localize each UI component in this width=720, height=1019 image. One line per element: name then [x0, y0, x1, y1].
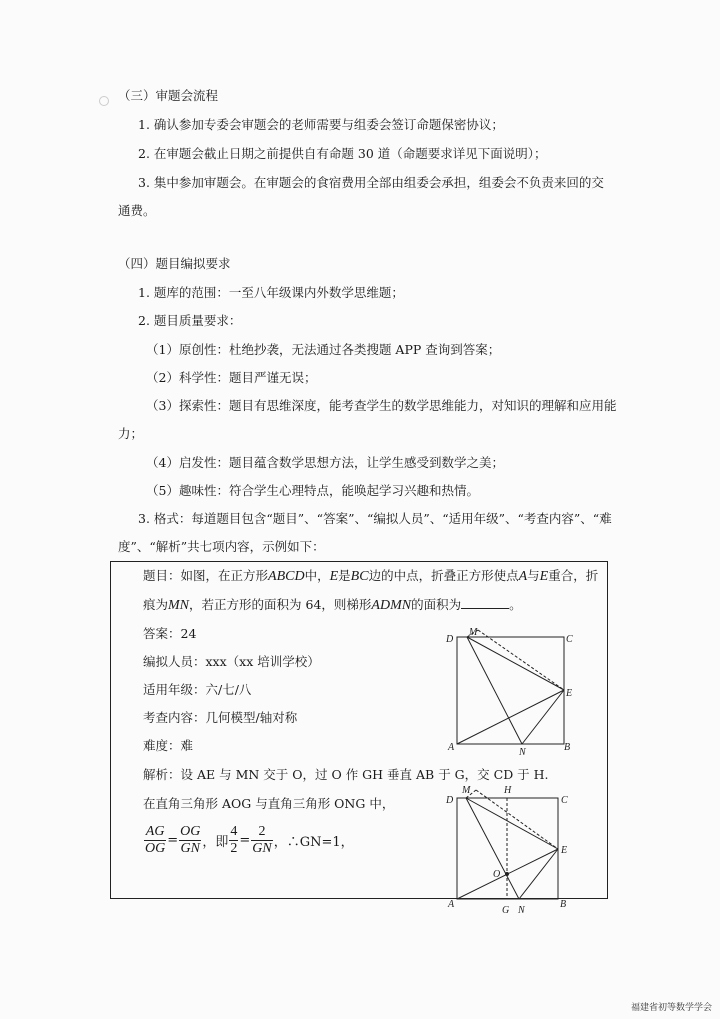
label-d: D: [446, 634, 454, 645]
label-o-2: O: [493, 869, 501, 880]
figure-analysis-square: [440, 780, 580, 920]
triangles-line: 在直角三角形 AOG 与直角三角形 ONG 中，: [143, 796, 395, 811]
label-c: C: [566, 634, 573, 645]
grade-line: 适用年级：六/七/八: [143, 682, 252, 697]
author-line: 编拟人员：xxx（xx 培训学校）: [143, 654, 320, 669]
difficulty-line: 难度：难: [143, 738, 194, 753]
section3-item3: 3. 集中参加审题会。在审题会的食宿费用全部由组委会承担，组委会不负责来回的交: [138, 175, 604, 190]
fraction-4-2: $\frac{4}{2}$: [230, 824, 238, 856]
scan-mark: [99, 96, 109, 106]
answer-blank: [461, 596, 509, 609]
content-line: 考查内容：几何模型/轴对称: [143, 710, 298, 725]
label-g-2: G: [502, 905, 510, 916]
section3-heading: （三）审题会流程: [118, 88, 219, 103]
fold-mn: [467, 637, 522, 744]
label-m-2: M: [462, 785, 471, 796]
section3-item2: 2. 在审题会截止日期之前提供自有命题 30 道（命题要求详见下面说明）；: [138, 146, 547, 161]
label-b-2: B: [560, 899, 567, 910]
label-m: M: [469, 627, 478, 638]
fraction-ag-og: $\frac{AG}{OG}$: [145, 824, 166, 856]
square-abcd: [457, 637, 564, 744]
section4-item3-cont: 度”、“解析”共七项内容，示例如下：: [118, 539, 325, 554]
quality-inspiring: （4）启发性：题目蕴含数学思想方法，让学生感受到数学之美；: [146, 455, 504, 470]
segment-ne-2: [519, 849, 558, 899]
segment-ae: [457, 690, 564, 744]
quality-interesting: （5）趣味性：符合学生心理特点，能唤起学习兴趣和热情。: [146, 483, 479, 498]
section4-heading: （四）题目编拟要求: [118, 256, 231, 271]
question-line2: 痕为MN，若正方形的面积为 64，则梯形ADMN的面积为 。: [143, 597, 522, 613]
fraction-2-gn: $\frac{2}{GN}$: [252, 824, 272, 856]
label-d-2: D: [446, 795, 454, 806]
point-o: [505, 872, 509, 876]
label-e-2: E: [561, 845, 568, 856]
section3-item3-cont: 通费。: [118, 203, 156, 218]
footer-organization: 福建省初等数学学会: [630, 1003, 712, 1013]
question-line1: 题目：如图，在正方形ABCD中，E是BC边的中点，折叠正方形使点A与E重合，折: [143, 568, 599, 584]
answer-line: 答案：24: [143, 626, 197, 641]
label-a-2: A: [448, 899, 455, 910]
label-e: E: [566, 688, 573, 699]
ratio-equation: $\frac{AG}{OG}$ = $\frac{OG}{GN}$ ，即 $\frac{4}{2}$ = $\frac{2}{GN}$ ，∴GN=1，: [145, 824, 354, 856]
segment-me: [467, 637, 564, 690]
label-n: N: [519, 747, 526, 758]
section3-item1: 1. 确认参加专委会审题会的老师需要与组委会签订命题保密协议；: [138, 117, 504, 132]
fraction-og-gn: $\frac{OG}{GN}$: [180, 824, 201, 856]
label-c-2: C: [561, 795, 568, 806]
figure-folded-square: [440, 626, 580, 762]
quality-scientific: （2）科学性：题目严谨无误；: [146, 370, 317, 385]
section4-item1: 1. 题库的范围：一至八年级课内外数学思维题；: [138, 285, 404, 300]
section4-item2: 2. 题目质量要求：: [138, 313, 242, 328]
dashed-fold-2: [478, 630, 564, 690]
label-b: B: [564, 742, 571, 753]
segment-ne: [522, 690, 564, 744]
label-n-2: N: [518, 905, 525, 916]
quality-exploratory-cont: 力；: [118, 426, 144, 441]
quality-originality: （1）原创性：杜绝抄袭，无法通过各类搜题 APP 查询到答案；: [146, 342, 501, 357]
label-h-2: H: [504, 785, 512, 796]
label-a: A: [448, 742, 455, 753]
analysis-line: 解析：设 AE 与 MN 交于 O，过 O 作 GH 垂直 AB 于 G，交 CD 于 H.: [143, 767, 549, 782]
section4-item3: 3. 格式：每道题目包含“题目”、“答案”、“编拟人员”、“适用年级”、“考查内容”、“难: [138, 511, 612, 526]
quality-exploratory: （3）探索性：题目有思维深度，能考查学生的数学思维能力，对知识的理解和应用能: [146, 398, 617, 413]
